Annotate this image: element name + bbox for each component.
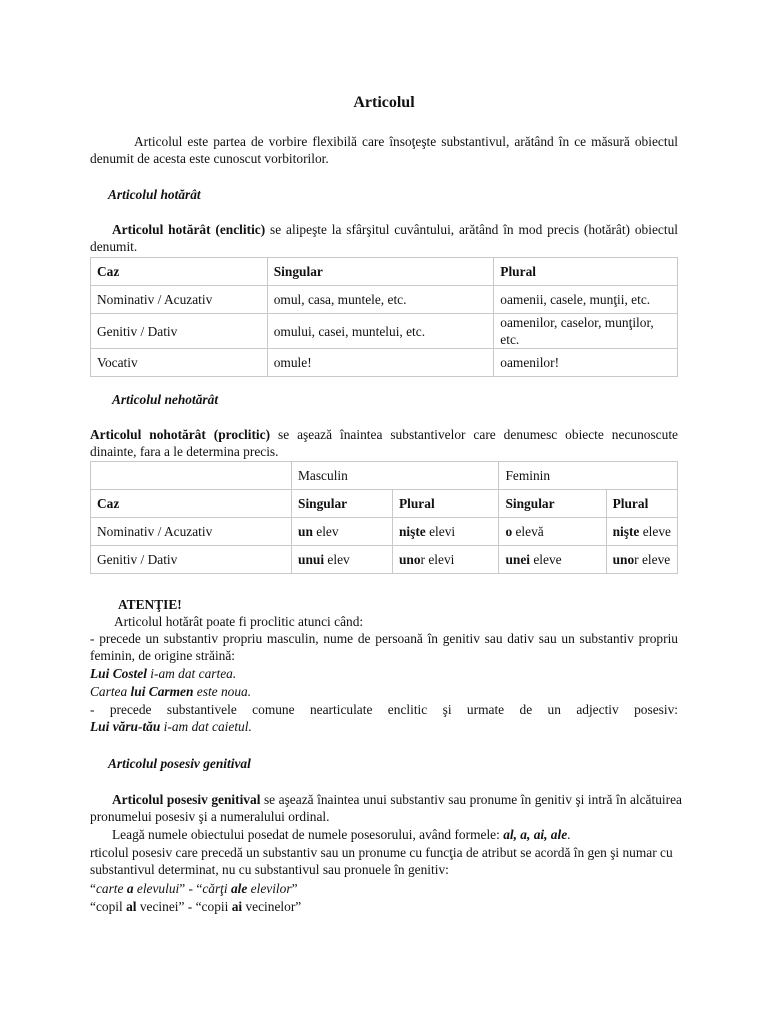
article-form: unui <box>298 552 325 567</box>
table-cell <box>499 546 606 574</box>
posesiv-example-2 <box>90 898 301 915</box>
posesiv-forms: al, a, ai, ale <box>503 827 568 842</box>
hotarat-term: Articolul hotărât (enclitic) <box>112 222 266 237</box>
table-cell <box>292 518 393 546</box>
posesiv-text: Leagă numele obiectului posedat de numele posesorului, având formele: <box>112 827 504 842</box>
table-row <box>91 349 678 377</box>
example-emphasis: ale <box>230 881 248 896</box>
example-line <box>90 665 236 682</box>
article-form: nişte <box>398 524 426 539</box>
table-cell <box>392 546 498 574</box>
table-cell: Genitiv / Dativ <box>91 546 292 574</box>
posesiv-text: . <box>567 827 571 842</box>
section-heading-posesiv: Articolul posesiv genitival <box>108 756 251 771</box>
example-emphasis: ai <box>231 899 243 914</box>
example-text: Cartea <box>90 684 131 699</box>
atentie-bullet-2: - precede substantivele comune nearticulate enclitic şi urmate de un adjectiv posesiv: <box>90 702 678 717</box>
table-cell: oamenii, casele, munţii, etc. <box>494 286 678 314</box>
intro-paragraph: Articolul este partea de vorbire flexibilă care însoţeşte substantivul, arătând în ce măsură obiectul denumit de acesta este cunoscut vorbitorilor. <box>90 134 678 166</box>
example-text: vecinelor” <box>242 899 302 914</box>
atentie-intro: Articolul hotărât poate fi proclitic atunci când: <box>114 614 364 629</box>
table-row <box>91 314 678 349</box>
noun: r eleve <box>634 552 671 567</box>
example-line <box>90 683 251 700</box>
posesiv-paragraph-2 <box>112 826 571 843</box>
posesiv-paragraph-1 <box>90 791 682 825</box>
table-cell <box>606 546 677 574</box>
nehotarat-definition: se aşează înaintea substantivelor care denumesc obiecte necunoscute dinainte, fara a le determina precis. <box>90 427 678 459</box>
noun: elev <box>324 552 350 567</box>
table-cell <box>606 518 677 546</box>
posesiv-definition: se aşează înaintea unui substantiv sau pronume în genitiv şi intră în alcătuirea pronumelui posesiv şi a numeralului ordinal. <box>90 792 682 824</box>
example-text: vecinei” - “copii <box>136 899 232 914</box>
quote-mark: “ <box>90 881 96 896</box>
group-header-feminin: Feminin <box>499 462 678 490</box>
example-text: i-am dat caietul. <box>160 719 252 734</box>
table-header-cell: Caz <box>91 258 268 286</box>
noun: eleve <box>530 552 562 567</box>
page-title: Articolul <box>353 94 415 111</box>
table-header-cell: Singular <box>292 490 393 518</box>
table-header-cell: Singular <box>499 490 606 518</box>
article-form: unei <box>505 552 530 567</box>
table-group-row <box>91 462 678 490</box>
table-cell: Nominativ / Acuzativ <box>91 518 292 546</box>
table-header-row <box>91 490 678 518</box>
hotarat-paragraph <box>90 221 678 255</box>
noun: elevi <box>425 524 456 539</box>
table-cell <box>499 518 606 546</box>
example-text: elevilor <box>247 881 292 896</box>
section-heading-hotarat: Articolul hotărât <box>108 187 201 202</box>
article-form: uno <box>398 552 421 567</box>
table-row <box>91 286 678 314</box>
nehotarat-paragraph <box>90 426 678 460</box>
table-row <box>91 518 678 546</box>
table-cell: omule! <box>267 349 494 377</box>
table-header-row <box>91 258 678 286</box>
example-text: este noua. <box>193 684 252 699</box>
example-text: cărţi <box>202 881 231 896</box>
example-text: “copil <box>90 899 127 914</box>
example-emphasis: lui Carmen <box>130 684 194 699</box>
quote-mark: ” - “ <box>179 881 203 896</box>
group-header-masculin: Masculin <box>292 462 499 490</box>
example-emphasis: Lui văru-tău <box>90 719 161 734</box>
example-emphasis: Lui Costel <box>90 666 147 681</box>
noun: elevă <box>512 524 544 539</box>
example-emphasis: a <box>126 881 134 896</box>
section-heading-nehotarat: Articolul nehotărât <box>112 392 219 407</box>
table-cell: oamenilor, caselor, munţilor, etc. <box>494 314 678 349</box>
hotarat-table <box>90 257 678 377</box>
example-text: carte <box>95 881 127 896</box>
table-header-cell: Plural <box>494 258 678 286</box>
table-header-cell: Caz <box>91 490 292 518</box>
quote-mark: ” <box>291 881 298 896</box>
example-text: i-am dat cartea. <box>146 666 237 681</box>
table-cell: omului, casei, muntelui, etc. <box>267 314 494 349</box>
table-cell <box>392 518 498 546</box>
table-row <box>91 546 678 574</box>
article-form: un <box>298 524 313 539</box>
posesiv-example-1 <box>90 880 298 897</box>
table-cell: Vocativ <box>91 349 268 377</box>
table-cell-empty <box>91 462 292 490</box>
table-cell <box>292 546 393 574</box>
article-form: o <box>505 524 513 539</box>
atentie-label: ATENŢIE! <box>118 597 182 612</box>
article-form: uno <box>612 552 635 567</box>
noun: r elevi <box>420 552 455 567</box>
table-cell: Genitiv / Dativ <box>91 314 268 349</box>
example-line <box>90 718 252 735</box>
nehotarat-term: Articolul nohotărât (proclitic) <box>90 427 271 442</box>
article-form: nişte <box>612 524 640 539</box>
table-cell: Nominativ / Acuzativ <box>91 286 268 314</box>
noun: eleve <box>639 524 671 539</box>
posesiv-paragraph-3: rticolul posesiv care precedă un substantiv sau un pronume cu funcţia de atribut se acordă în gen şi numar cu substantivul determinat, nu cu substantivul sau pronuele în genitiv: <box>90 845 673 877</box>
example-emphasis: al <box>126 899 137 914</box>
table-header-cell: Singular <box>267 258 494 286</box>
atentie-bullet-1: - precede un substantiv propriu masculin, nume de persoană în genitiv sau dativ sau un substantiv propriu feminin, de origine străină: <box>90 631 678 663</box>
nehotarat-table <box>90 461 678 574</box>
table-header-cell: Plural <box>606 490 677 518</box>
example-text: elevului <box>133 881 180 896</box>
table-cell: oamenilor! <box>494 349 678 377</box>
table-header-cell: Plural <box>392 490 498 518</box>
hotarat-definition: se alipeşte la sfârşitul cuvântului, arătând în mod precis (hotărât) obiectul denumit. <box>90 222 678 254</box>
posesiv-term: Articolul posesiv genitival <box>112 792 261 807</box>
noun: elev <box>312 524 339 539</box>
table-cell: omul, casa, muntele, etc. <box>267 286 494 314</box>
